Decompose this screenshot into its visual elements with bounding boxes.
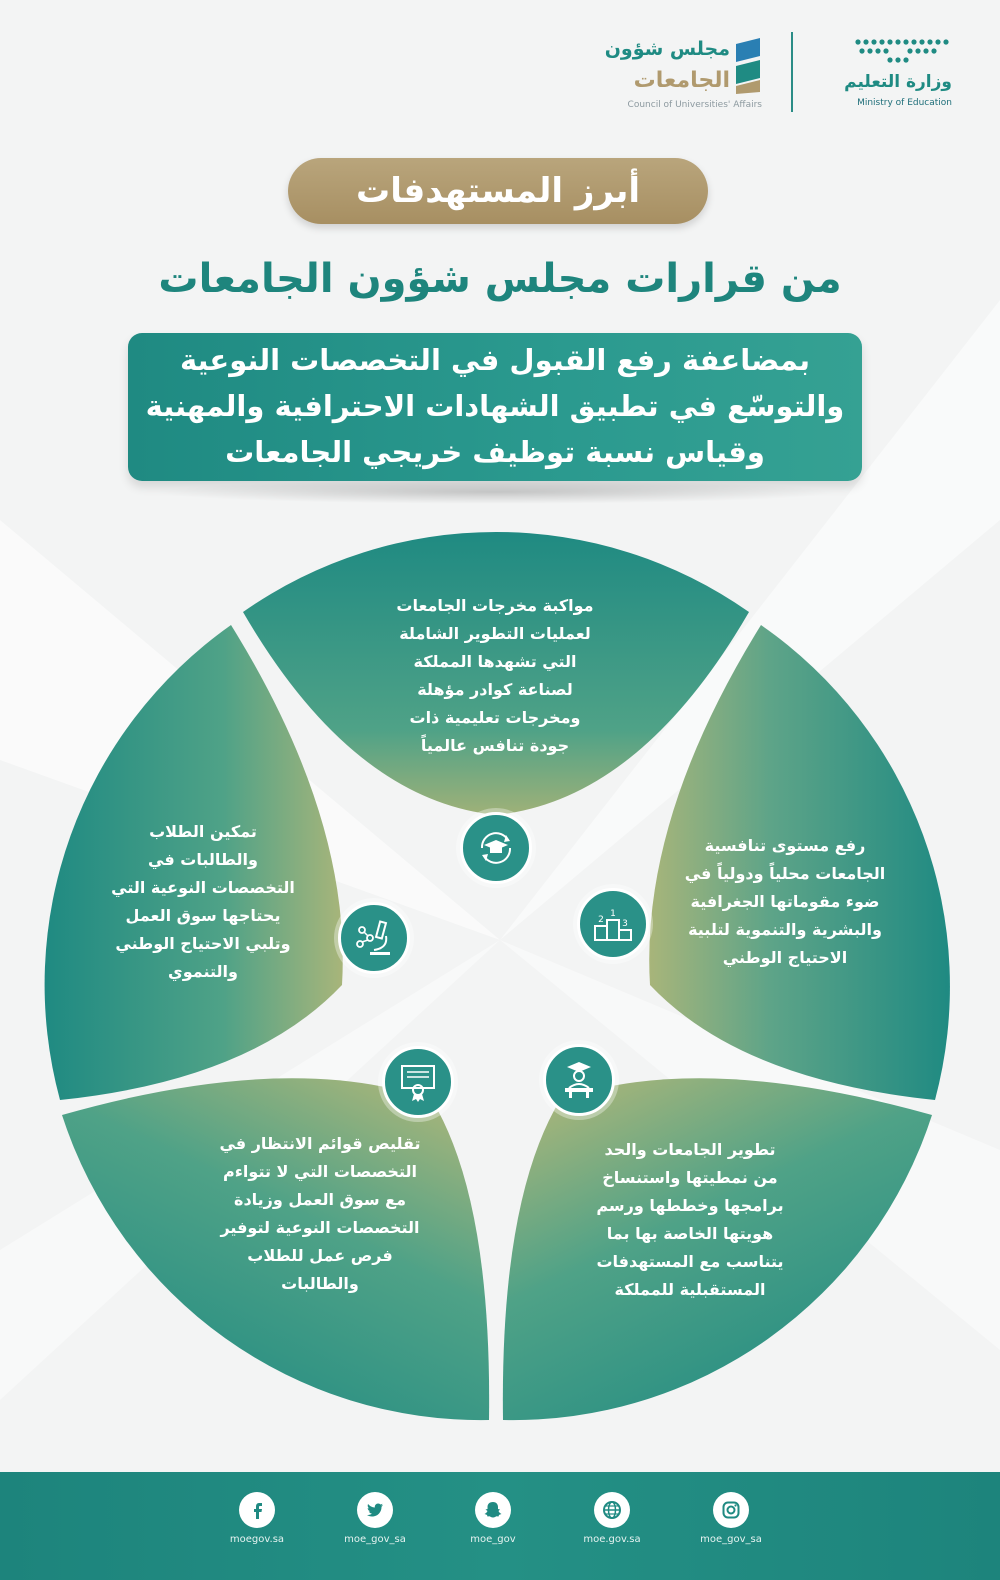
segment-line: وتلبي الاحتياج الوطني xyxy=(115,934,291,953)
banner-line: بمضاعفة رفع القبول في التخصصات النوعية xyxy=(179,343,811,377)
banner-line: والتوسّع في تطبيق الشهادات الاحترافية والمهنية xyxy=(145,389,845,423)
segment-line: جودة تنافس عالمياً xyxy=(420,736,570,755)
segment-line: تقليص قوائم الانتظار في xyxy=(219,1134,421,1153)
segment-line: ومخرجات تعليمية ذات xyxy=(409,708,581,727)
social-label: moe.gov.sa xyxy=(583,1534,641,1545)
podium-icon xyxy=(577,888,649,960)
graduate-desk-icon xyxy=(543,1044,615,1116)
social-twitter[interactable] xyxy=(330,1492,420,1545)
social-website[interactable] xyxy=(567,1492,657,1545)
facebook-icon[interactable] xyxy=(239,1492,275,1528)
instagram-icon[interactable] xyxy=(713,1492,749,1528)
segment-line: التي تشهدها المملكة xyxy=(413,652,577,671)
segment-line: التخصصات التي لا تتواءم xyxy=(223,1162,417,1181)
segment-line: رفع مستوى تنافسية xyxy=(704,836,866,855)
cua-name-line1: مجلس شؤون xyxy=(604,38,730,60)
certificate-icon xyxy=(382,1046,454,1118)
segment-line: لصناعة كوادر مؤهلة xyxy=(417,680,573,699)
segment-line: والطالبات في xyxy=(148,850,258,869)
snapchat-icon[interactable] xyxy=(475,1492,511,1528)
cua-name-en: Council of Universities' Affairs xyxy=(627,100,762,110)
segment-line: التخصصات النوعية التي xyxy=(111,878,295,897)
moe-name-ar: وزارة التعليم xyxy=(844,72,952,92)
segment-line: لعمليات التطوير الشاملة xyxy=(399,624,591,643)
segment-left-text xyxy=(78,818,328,986)
segment-top-text xyxy=(340,592,650,760)
segment-line: تطوير الجامعات والحد xyxy=(604,1140,776,1159)
segment-line: والبشرية والتنموية لتلبية xyxy=(688,920,882,939)
segment-line: تمكين الطلاب xyxy=(149,822,257,841)
segment-bottom-left-text xyxy=(190,1130,450,1298)
segment-line: فرص عمل للطلاب xyxy=(247,1246,393,1265)
moe-name-en: Ministry of Education xyxy=(857,98,952,108)
segment-line: برامجها وخططها ورسم xyxy=(596,1196,784,1215)
social-label: moe_gov xyxy=(470,1534,516,1545)
segment-line: مع سوق العمل وزيادة xyxy=(234,1190,406,1209)
title-pill: أبرز المستهدفات xyxy=(288,158,708,224)
graduation-cap-cycle-icon xyxy=(460,812,532,884)
segment-line: ضوء مقوماتها الجغرافية xyxy=(690,892,880,911)
cua-name-line2: الجامعات xyxy=(633,68,730,93)
segment-line: المستقبلية للمملكة xyxy=(614,1280,766,1299)
social-label: moe_gov_sa xyxy=(344,1534,406,1545)
segment-line: التخصصات النوعية لتوفير xyxy=(220,1218,420,1237)
globe-icon[interactable] xyxy=(594,1492,630,1528)
svg-text:3: 3 xyxy=(622,919,628,929)
segment-right-text xyxy=(660,832,910,972)
svg-text:1: 1 xyxy=(610,909,616,919)
segment-line: الاحتياج الوطني xyxy=(722,948,848,967)
segment-line: والتنموي xyxy=(168,962,238,981)
segment-line: يتناسب مع المستهدفات xyxy=(596,1252,784,1271)
subtitle: من قرارات مجلس شؤون الجامعات xyxy=(158,256,842,302)
social-facebook[interactable] xyxy=(212,1492,302,1545)
social-label: moe_gov_sa xyxy=(700,1534,762,1545)
segment-line: يحتاجها سوق العمل xyxy=(125,906,281,925)
svg-text:2: 2 xyxy=(598,915,604,925)
segment-line: من نمطيتها واستنساخ xyxy=(602,1168,778,1187)
segment-bottom-right-text xyxy=(565,1136,815,1304)
segment-line: هويتها الخاصة بها بما xyxy=(606,1224,774,1243)
microscope-molecule-icon xyxy=(338,902,410,974)
segment-line: الجامعات محلياً ودولياً في xyxy=(684,864,886,883)
segment-line: والطالبات xyxy=(281,1274,359,1293)
banner-line: وقياس نسبة توظيف خريجي الجامعات xyxy=(225,435,765,469)
social-label: moegov.sa xyxy=(229,1534,285,1545)
segment-line: مواكبة مخرجات الجامعات xyxy=(396,596,594,615)
twitter-icon[interactable] xyxy=(357,1492,393,1528)
social-snapchat[interactable] xyxy=(448,1492,538,1545)
social-instagram[interactable] xyxy=(686,1492,776,1545)
